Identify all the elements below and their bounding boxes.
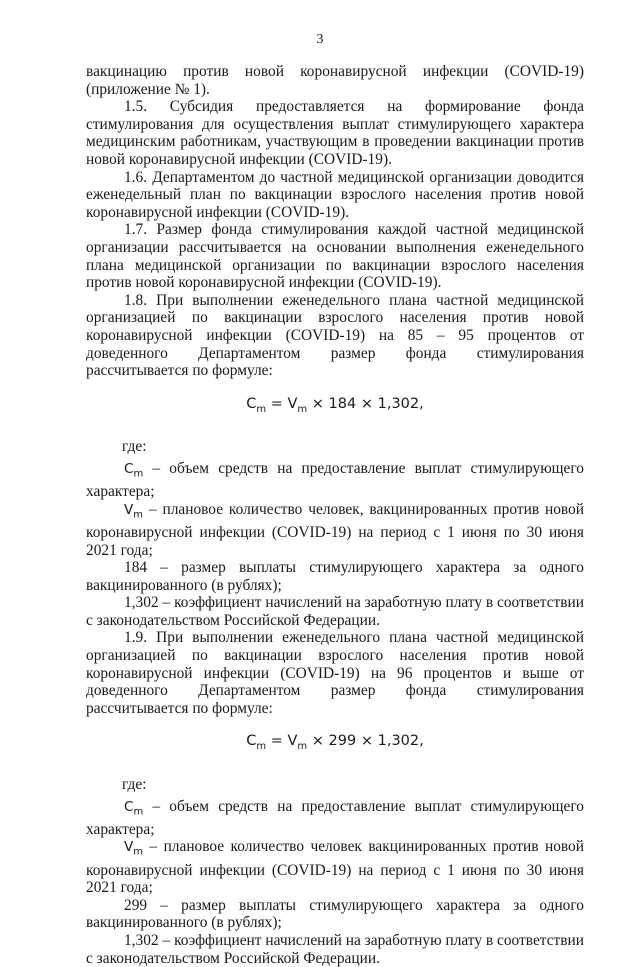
formula-1-rate: 184 <box>328 395 357 412</box>
formula-2-coef: 1,302 <box>377 733 420 750</box>
definition-cm-1: $C_m$ – объем средств на предоставление выплат стимулирующего характера; <box>86 459 584 501</box>
formula-1-v-sub: m <box>297 403 308 415</box>
definition-vm-2: $V_m$ – плановое количество человек вакцинированных против новой коронавирусной инфекции (COVID-19) на период с 1 июня по 30 июня 2021 года; <box>86 838 584 897</box>
formula-1-c: C <box>246 395 257 412</box>
definition-rate-2: 299 – размер выплаты стимулирующего характера за одного вакцинированного (в рублях); <box>86 896 584 932</box>
where-label-1: где: <box>122 438 147 456</box>
where-label-2: где: <box>122 775 147 793</box>
formula-2-v-sub: m <box>297 741 308 753</box>
paragraph-1-7: 1.7. Размер фонда стимулирования каждой частной медицинской организации рассчитывается на основании выполнения еженедельного плана медицинской организации по вакцинации взрослого населения против новой коронавирусной инфекции (COVID-19). <box>86 221 584 292</box>
formula-1-c-sub: m <box>256 403 267 415</box>
formula-2-c: C <box>246 733 257 750</box>
formula-2-times-b: × <box>360 733 373 750</box>
formula-2-rate: 299 <box>328 733 357 750</box>
formula-1-coef: 1,302 <box>377 395 420 412</box>
formula-2-times-a: × <box>311 733 324 750</box>
symbol-vm-1: $V_m$ <box>124 501 143 521</box>
paragraph-1-9: 1.9. При выполнении еженедельного плана частной медицинской организацией по вакцинации взрослого населения против новой коронавирусной инфекции (COVID-19) на 96 процентов и выше от доведенного Департаментом размер фонда стимулирования рассчитывается по формуле: <box>86 629 584 717</box>
formula-1-times-b: × <box>360 395 373 412</box>
formula-2-trailing: , <box>419 733 424 750</box>
paragraph-1-5: 1.5. Субсидия предоставляется на формирование фонда стимулирования для осуществления выплат стимулирующего характера медицинским работникам, участвующим в проведении вакцинации против новой коронавирусной инфекции (COVID-19). <box>86 98 584 168</box>
definition-coef-2: 1,302 – коэффициент начислений на заработную плату в соответствии с законодательством Российской Федерации. <box>86 932 584 967</box>
formula-2-equals: = <box>270 733 283 750</box>
page-number: 3 <box>316 32 324 47</box>
formula-1-trailing: , <box>419 395 424 412</box>
definition-cm-2: $C_m$ – объем средств на предоставление выплат стимулирующего характера; <box>86 797 584 838</box>
formula-1-equals: = <box>270 395 283 412</box>
paragraph-intro: вакцинацию против новой коронавирусной инфекции (COVID-19) (приложение № 1). <box>86 63 584 98</box>
definition-coef-1: 1,302 – коэффициент начислений на заработную плату в соответствии с законодательством Российской Федерации. <box>86 594 584 629</box>
formula-2-v: V <box>287 733 298 750</box>
formula-1 <box>86 396 584 418</box>
definition-vm-1: $V_m$ – плановое количество человек, вакцинированных против новой коронавирусной инфекции (COVID-19) на период с 1 июня по 30 июня 2021 года; <box>86 500 584 559</box>
definition-rate-1: 184 – размер выплаты стимулирующего характера за одного вакцинированного (в рублях); <box>86 559 584 594</box>
formula-1-v: V <box>287 395 298 412</box>
paragraph-1-8: 1.8. При выполнении еженедельного плана частной медицинской организацией по вакцинации взрослого населения против новой коронавирусной инфекции (COVID-19) на 85 – 95 процентов от доведенного Департаментом размер фонда стимулирования рассчитывается по формуле: <box>86 291 584 380</box>
formula-2-c-sub: m <box>256 741 267 753</box>
paragraph-1-6: 1.6. Департаментом до частной медицинской организации доводится еженедельный план по вакцинации взрослого населения против новой коронавирусной инфекции (COVID-19). <box>86 168 584 221</box>
formula-1-times-a: × <box>311 395 324 412</box>
document-body <box>86 63 584 967</box>
symbol-cm-2: $C_m$ <box>124 798 144 818</box>
formula-2 <box>86 733 584 755</box>
symbol-cm-1: $C_m$ <box>124 460 144 480</box>
symbol-vm-2: $V_m$ <box>124 839 143 859</box>
